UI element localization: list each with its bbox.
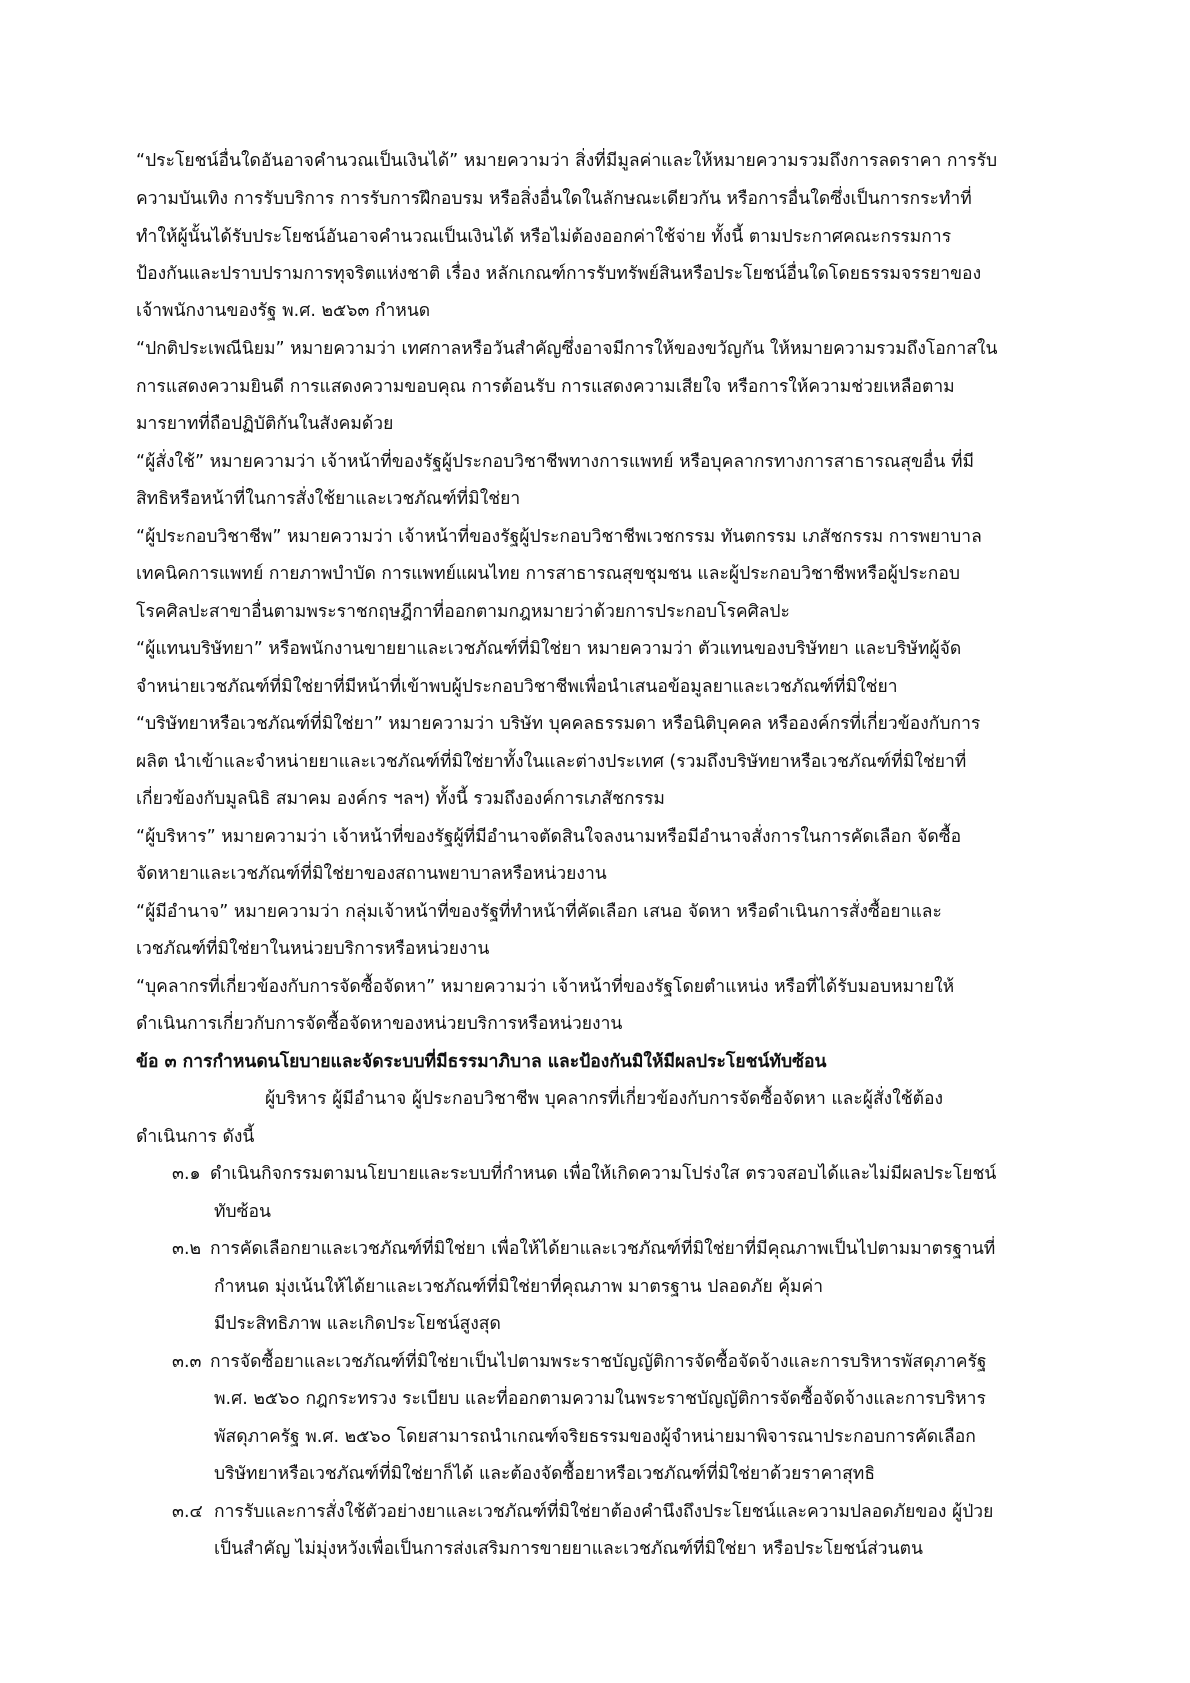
- item-3-4-line-2: เป็นสำคัญ ไม่มุ่งหวังเพื่อเป็นการส่งเสริมการขายยาและเวชภัณฑ์ที่มิใช่ยา หรือประโยชน์ส่วนตน: [214, 1539, 923, 1559]
- definition-2-line-3: มารยาทที่ถือปฏิบัติกันในสังคมด้วย: [136, 414, 394, 434]
- definition-8-line-1: “ผู้มีอำนาจ” หมายความว่า กลุ่มเจ้าหน้าที่ของรัฐที่ทำหน้าที่คัดเลือก เสนอ จัดหา หรือดำเนินการสั่งซื้อยาและ: [136, 902, 942, 922]
- item-3-1-line-1: ดำเนินกิจกรรมตามนโยบายและระบบที่กำหนด เพื่อให้เกิดความโปร่งใส ตรวจสอบได้และไม่มีผลประโยชน์: [210, 1164, 997, 1184]
- item-3-2-number: ๓.๒: [172, 1239, 202, 1259]
- definition-1-line-5: เจ้าพนักงานของรัฐ พ.ศ. ๒๕๖๓ กำหนด: [136, 301, 431, 321]
- definition-5-line-2: จำหน่ายเวชภัณฑ์ที่มิใช่ยาที่มีหน้าที่เข้าพบผู้ประกอบวิชาชีพเพื่อนำเสนอข้อมูลยาและเวชภัณฑ์ที่มิใช่ยา: [136, 677, 898, 697]
- definition-7-line-1: “ผู้บริหาร” หมายความว่า เจ้าหน้าที่ของรัฐผู้ที่มีอำนาจตัดสินใจลงนามหรือมีอำนาจสั่งการในการคัดเลือก จัดซื้อ: [136, 827, 962, 847]
- definition-6-line-1: “บริษัทยาหรือเวชภัณฑ์ที่มิใช่ยา” หมายความว่า บริษัท บุคคลธรรมดา หรือนิติบุคคล หรือองค์กรที่เกี่ยวข้องกับการ: [136, 714, 981, 734]
- section-3-heading: ข้อ ๓ การกำหนดนโยบายและจัดระบบที่มีธรรมาภิบาล และป้องกันมิให้มีผลประโยชน์ทับซ้อน: [136, 1052, 827, 1072]
- item-3-3-line-2: พ.ศ. ๒๕๖๐ กฎกระทรวง ระเบียบ และที่ออกตามความในพระราชบัญญัติการจัดซื้อจัดจ้างและการบริหาร: [214, 1389, 986, 1409]
- definition-4-line-1: “ผู้ประกอบวิชาชีพ” หมายความว่า เจ้าหน้าที่ของรัฐผู้ประกอบวิชาชีพเวชกรรม ทันตกรรม เภสัชกรรม การพยาบาล: [136, 527, 982, 547]
- definition-1-line-2: ความบันเทิง การรับบริการ การรับการฝึกอบรม หรือสิ่งอื่นใดในลักษณะเดียวกัน หรือการอื่นใดซึ่งเป็นการกระทำที่: [136, 189, 972, 209]
- definition-1-line-1: “ประโยชน์อื่นใดอันอาจคำนวณเป็นเงินได้” หมายความว่า สิ่งที่มีมูลค่าและให้หมายความรวมถึงการลดราคา การรับ: [136, 151, 998, 171]
- item-3-3-number: ๓.๓: [172, 1352, 202, 1372]
- definition-2-line-1: “ปกติประเพณีนิยม” หมายความว่า เทศกาลหรือวันสำคัญซึ่งอาจมีการให้ของขวัญกัน ให้หมายความรวมถึงโอกาสใน: [136, 339, 998, 359]
- section-3-intro-line-2: ดำเนินการ ดังนี้: [136, 1127, 255, 1147]
- definition-4-line-2: เทคนิคการแพทย์ กายภาพบำบัด การแพทย์แผนไทย การสาธารณสุขชุมชน และผู้ประกอบวิชาชีพหรือผู้ประกอบ: [136, 564, 960, 584]
- item-3-2-line-3: มีประสิทธิภาพ และเกิดประโยชน์สูงสุด: [214, 1314, 501, 1334]
- definition-5-line-1: “ผู้แทนบริษัทยา” หรือพนักงานขายยาและเวชภัณฑ์ที่มิใช่ยา หมายความว่า ตัวแทนของบริษัทยา และบริษัทผู้จัด: [136, 639, 962, 659]
- definition-4-line-3: โรคศิลปะสาขาอื่นตามพระราชกฤษฎีกาที่ออกตามกฎหมายว่าด้วยการประกอบโรคศิลปะ: [136, 602, 790, 622]
- definition-2-line-2: การแสดงความยินดี การแสดงความขอบคุณ การต้อนรับ การแสดงความเสียใจ หรือการให้ความช่วยเหลือตาม: [136, 377, 955, 397]
- item-3-4-line-1: การรับและการสั่งใช้ตัวอย่างยาและเวชภัณฑ์ที่มิใช่ยาต้องคำนึงถึงประโยชน์และความปลอดภัยของ ผู้ป่วย: [214, 1502, 994, 1522]
- item-3-3-line-4: บริษัทยาหรือเวชภัณฑ์ที่มิใช่ยาก็ได้ และต้องจัดซื้อยาหรือเวชภัณฑ์ที่มิใช่ยาด้วยราคาสุทธิ: [214, 1464, 876, 1484]
- item-3-3-line-1: การจัดซื้อยาและเวชภัณฑ์ที่มิใช่ยาเป็นไปตามพระราชบัญญัติการจัดซื้อจัดจ้างและการบริหารพัสดุภาครัฐ: [210, 1352, 987, 1372]
- definition-1-line-4: ป้องกันและปราบปรามการทุจริตแห่งชาติ เรื่อง หลักเกณฑ์การรับทรัพย์สินหรือประโยชน์อื่นใดโดยธรรมจรรยาของ: [136, 264, 982, 284]
- item-3-2-line-2: กำหนด มุ่งเน้นให้ได้ยาและเวชภัณฑ์ที่มิใช่ยาที่คุณภาพ มาตรฐาน ปลอดภัย คุ้มค่า: [214, 1277, 824, 1297]
- definition-9-line-2: ดำเนินการเกี่ยวกับการจัดซื้อจัดหาของหน่วยบริการหรือหน่วยงาน: [136, 1014, 623, 1034]
- definition-9-line-1: “บุคลากรที่เกี่ยวข้องกับการจัดซื้อจัดหา” หมายความว่า เจ้าหน้าที่ของรัฐโดยตำแหน่ง หรือที่ได้รับมอบหมายให้: [136, 977, 955, 997]
- definition-8-line-2: เวชภัณฑ์ที่มิใช่ยาในหน่วยบริการหรือหน่วยงาน: [136, 939, 490, 959]
- definition-6-line-2: ผลิต นำเข้าและจำหน่ายยาและเวชภัณฑ์ที่มิใช่ยาทั้งในและต่างประเทศ (รวมถึงบริษัทยาหรือเวชภัณฑ์ที่มิใช่ยาที่: [136, 752, 967, 772]
- item-3-4-number: ๓.๔: [172, 1502, 203, 1522]
- item-3-2-line-1: การคัดเลือกยาและเวชภัณฑ์ที่มิใช่ยา เพื่อให้ได้ยาและเวชภัณฑ์ที่มิใช่ยาที่มีคุณภาพเป็นไปตามมาตรฐานที่: [210, 1239, 996, 1259]
- definition-3-line-1: “ผู้สั่งใช้” หมายความว่า เจ้าหน้าที่ของรัฐผู้ประกอบวิชาชีพทางการแพทย์ หรือบุคลากรทางการสาธารณสุขอื่น ที่มี: [136, 452, 975, 472]
- definition-1-line-3: ทำให้ผู้นั้นได้รับประโยชน์อันอาจคำนวณเป็นเงินได้ หรือไม่ต้องออกค่าใช้จ่าย ทั้งนี้ ตามประกาศคณะกรรมการ: [136, 227, 952, 247]
- definition-3-line-2: สิทธิหรือหน้าที่ในการสั่งใช้ยาและเวชภัณฑ์ที่มิใช่ยา: [136, 489, 521, 509]
- definition-6-line-3: เกี่ยวข้องกับมูลนิธิ สมาคม องค์กร ฯลฯ) ทั้งนี้ รวมถึงองค์การเภสัชกรรม: [136, 789, 665, 809]
- item-3-1-line-2: ทับซ้อน: [214, 1202, 271, 1222]
- item-3-1-number: ๓.๑: [172, 1164, 201, 1184]
- item-3-3-line-3: พัสดุภาครัฐ พ.ศ. ๒๕๖๐ โดยสามารถนำเกณฑ์จริยธรรมของผู้จำหน่ายมาพิจารณาประกอบการคัดเลือก: [214, 1427, 976, 1447]
- definition-7-line-2: จัดหายาและเวชภัณฑ์ที่มิใช่ยาของสถานพยาบาลหรือหน่วยงาน: [136, 864, 607, 884]
- section-3-intro-line-1: ผู้บริหาร ผู้มีอำนาจ ผู้ประกอบวิชาชีพ บุคลากรที่เกี่ยวข้องกับการจัดซื้อจัดหา และผู้สั่งใช้ต้อง: [265, 1089, 944, 1109]
